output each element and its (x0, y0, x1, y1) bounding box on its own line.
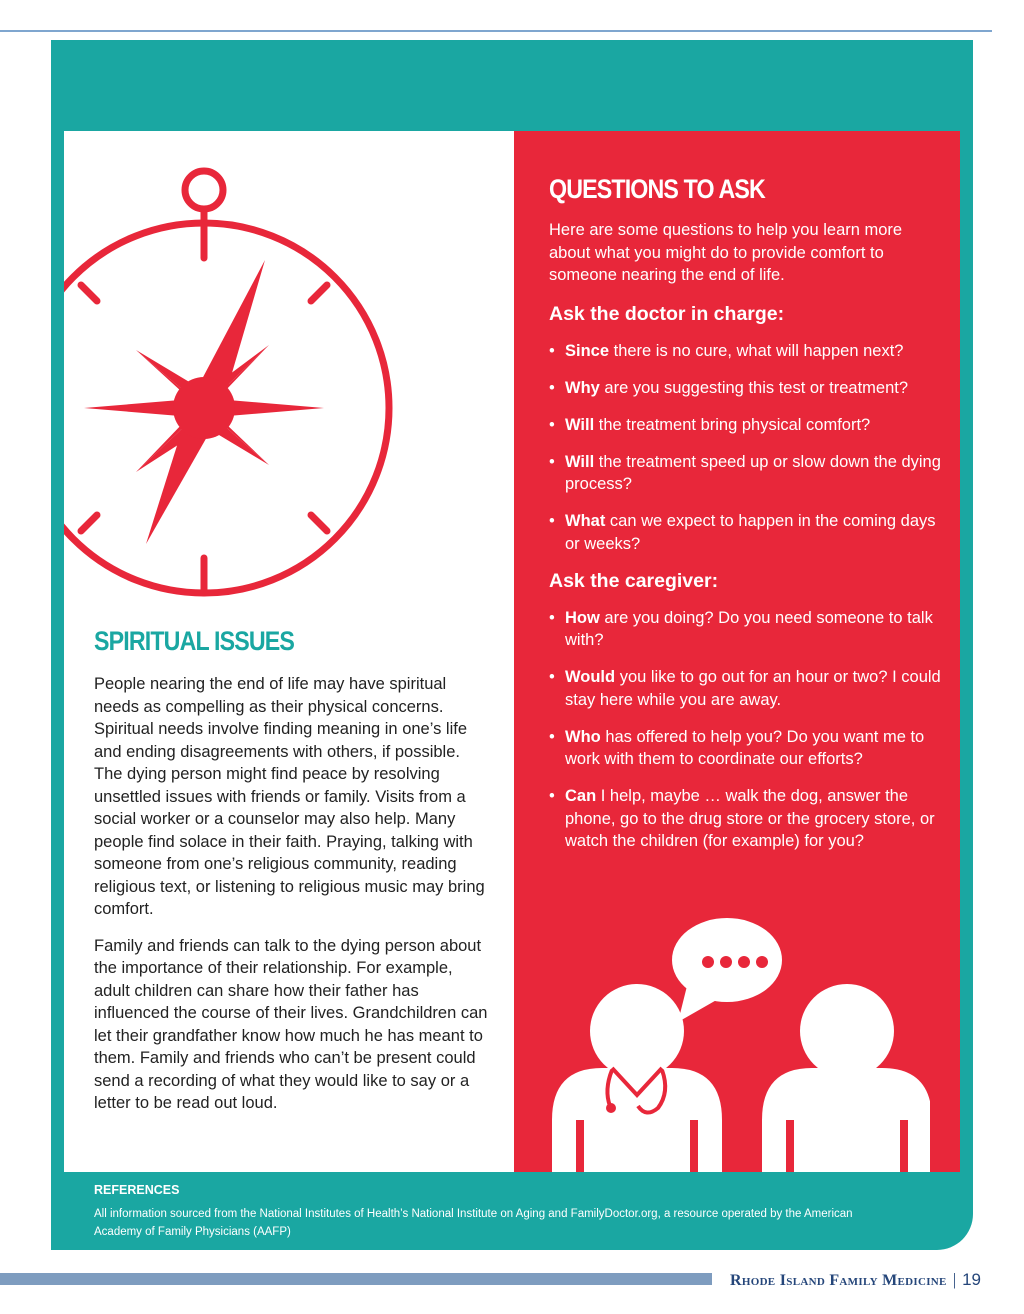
footer-bar (0, 1273, 712, 1285)
footer-separator: | (952, 1270, 957, 1289)
person-icon (762, 984, 930, 1172)
references-text: All information sourced from the National Institutes of Health’s National Institute on Aging and FamilyDoctor.org, a resource operated by the American Academy of Family Physicians (AAFP) (94, 1208, 853, 1238)
doctor-subheading: Ask the doctor in charge: (549, 302, 785, 325)
doctor-icon (552, 984, 722, 1172)
list-item: • Since there is no cure, what will happen next? (549, 341, 904, 360)
caregiver-question-list (549, 607, 944, 853)
questions-intro: Here are some questions to help you learn more about what you might do to provide comfort to someone nearing the end of life. (549, 221, 903, 284)
doctor-question-list (549, 340, 944, 556)
list-item: • Who has offered to help you? Do you want me to work with them to coordinate our efforts? (549, 727, 925, 768)
questions-section (549, 174, 944, 867)
questions-heading: QUESTIONS TO ASK (549, 174, 765, 204)
top-rule (0, 30, 992, 32)
list-item: • Will the treatment speed up or slow down the dying process? (549, 452, 941, 493)
spiritual-issues-heading: SPIRITUAL ISSUES (94, 626, 295, 656)
list-item: • What can we expect to happen in the coming days or weeks? (549, 512, 936, 553)
list-item: • Would you like to go out for an hour or two? I could stay here while you are away. (549, 668, 941, 709)
speech-bubble-icon (672, 918, 782, 1022)
page-footer (730, 1270, 981, 1290)
caregiver-subheading: Ask the caregiver: (549, 569, 719, 592)
conversation-illustration (550, 910, 930, 1172)
references-title: REFERENCES (94, 1183, 180, 1197)
list-item: • Can I help, maybe … walk the dog, answer the phone, go to the drug store or the grocery store, or watch the children (for example) for you? (549, 787, 935, 850)
list-item: • Why are you suggesting this test or treatment? (549, 378, 909, 397)
list-item: • How are you doing? Do you need someone to talk with? (549, 608, 933, 649)
page-number: 19 (962, 1270, 982, 1289)
spiritual-issues-body (94, 673, 489, 1129)
list-item: • Will the treatment bring physical comfort? (549, 415, 871, 434)
spiritual-paragraph: Family and friends can talk to the dying person about the importance of their relationship. For example, adult children can share how their father has influenced the course of their lives. Grandchildren can let their grandfather know how much he has meant to them. Family and friends who can’t be present could send a recording of what they would like to say or a letter to be read out loud. (94, 936, 488, 1112)
publication-name: Rhode Island Family Medicine (730, 1272, 947, 1289)
spiritual-paragraph: People nearing the end of life may have spiritual needs as compelling as their physical concerns. Spiritual needs involve finding meaning in one’s life and ending disagreements with others, if possible. The dying person might find peace by resolving unsettled issues with friends or family. Visits from a social worker or a counselor may also help. Many people find solace in their faith. Praying, talking with someone from one’s religious community, reading religious text, or listening to religious music may bring comfort. (94, 675, 485, 918)
compass-icon (64, 160, 394, 600)
references (94, 1183, 894, 1241)
